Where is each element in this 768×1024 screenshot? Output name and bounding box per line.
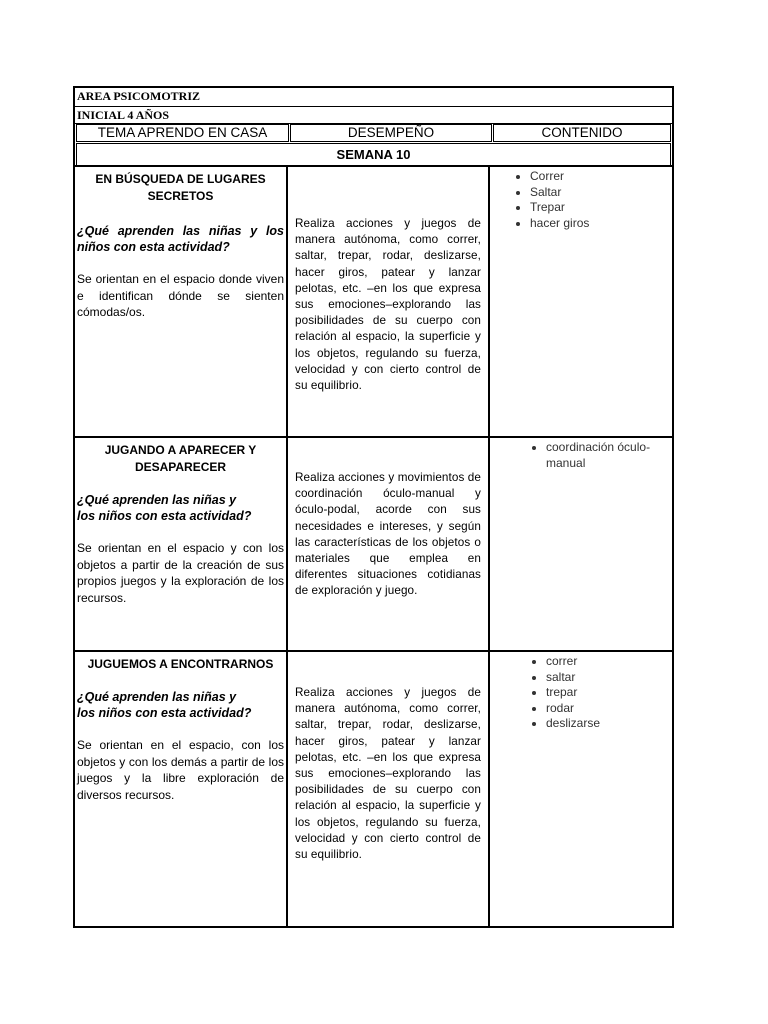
activity-question-1: ¿Qué aprenden las niñas y los niños con esta actividad?	[77, 224, 284, 254]
desempeno-text-2: Realiza acciones y movimientos de coordinación óculo-manual y óculo-podal, acorde con sus necesidades e intereses, y según las características de los objetos o materiales que emplea en diferentes situaciones cotidianas de exploración y juego.	[295, 471, 481, 598]
contenido-cell-2	[490, 438, 672, 650]
activity-title-1: EN BÚSQUEDA DE LUGARES SECRETOS	[95, 172, 266, 203]
list-item: • deslizarse	[546, 716, 668, 732]
list-item: • Trepar	[530, 200, 668, 216]
activity-title-3: JUGUEMOS A ENCONTRARNOS	[87, 657, 274, 671]
semana-label: SEMANA 10	[76, 143, 671, 167]
activity-title-2: JUGANDO A APARECER Y DESAPARECER	[104, 443, 257, 474]
nivel-row	[75, 107, 672, 124]
area-label: AREA PSICOMOTRIZ	[77, 89, 201, 103]
tema-cell-1	[75, 167, 288, 436]
activity-question-3: ¿Qué aprenden las niñas y los niños con esta actividad?	[77, 690, 252, 720]
header-contenido: CONTENIDO	[493, 124, 671, 142]
activity-question-2: ¿Qué aprenden las niñas y los niños con esta actividad?	[77, 493, 252, 523]
header-row	[75, 123, 672, 142]
contenido-list-1	[494, 169, 668, 231]
list-item: • saltar	[546, 670, 668, 686]
desempeno-cell-3	[288, 652, 490, 928]
list-item: • Saltar	[530, 185, 668, 201]
header-tema: TEMA APRENDO EN CASA	[76, 124, 289, 142]
nivel-label: INICIAL 4 AÑOS	[77, 108, 170, 122]
contenido-cell-1	[490, 167, 672, 436]
header-desempeno: DESEMPEÑO	[290, 124, 492, 142]
planning-table	[73, 86, 674, 928]
desempeno-cell-2	[288, 438, 490, 650]
desempeno-text-3: Realiza acciones y juegos de manera autónoma, como correr, saltar, trepar, rodar, deslizarse, hacer giros, patear y lanzar pelotas, etc. –en los que expresa sus emociones–explorando las posibilidades de su cuerpo con relación al espacio, la superficie y los objetos, regulando su fuerza, velocidad y con cierto control de su equilibrio.	[295, 686, 481, 862]
activity-answer-2: Se orientan en el espacio y con los objetos a partir de la creación de sus propios juegos y la exploración de los recursos.	[77, 541, 284, 605]
contenido-cell-3	[490, 652, 672, 928]
list-item: • rodar	[546, 701, 668, 717]
desempeno-cell-1	[288, 167, 490, 436]
area-row	[75, 88, 672, 107]
tema-cell-3	[75, 652, 288, 928]
list-item: • hacer giros	[530, 216, 668, 232]
list-item: • coordinación óculo-manual	[546, 440, 662, 471]
tema-cell-2	[75, 438, 288, 650]
activity-answer-1: Se orientan en el espacio donde viven e identifican dónde se sienten cómodas/os.	[77, 272, 284, 319]
activity-answer-3: Se orientan en el espacio, con los objetos y con los demás a partir de los juegos y la libre exploración de diversos recursos.	[77, 738, 284, 802]
semana-row	[75, 142, 672, 166]
contenido-list-3	[494, 654, 668, 732]
list-item: • correr	[546, 654, 668, 670]
desempeno-text-1: Realiza acciones y juegos de manera autónoma, como correr, saltar, trepar, rodar, deslizarse, hacer giros, patear y lanzar pelotas, etc. –en los que expresa sus emociones–explorando las posibilidades de su cuerpo con relación al espacio, la superficie y los objetos, regulando su fuerza, velocidad y con cierto control de su equilibrio.	[295, 217, 481, 393]
activity-row-3	[75, 650, 672, 928]
activity-row-2	[75, 436, 672, 650]
list-item: • trepar	[546, 685, 668, 701]
list-item: • Correr	[530, 169, 668, 185]
activity-row-1	[75, 165, 672, 436]
contenido-list-2	[494, 440, 668, 471]
